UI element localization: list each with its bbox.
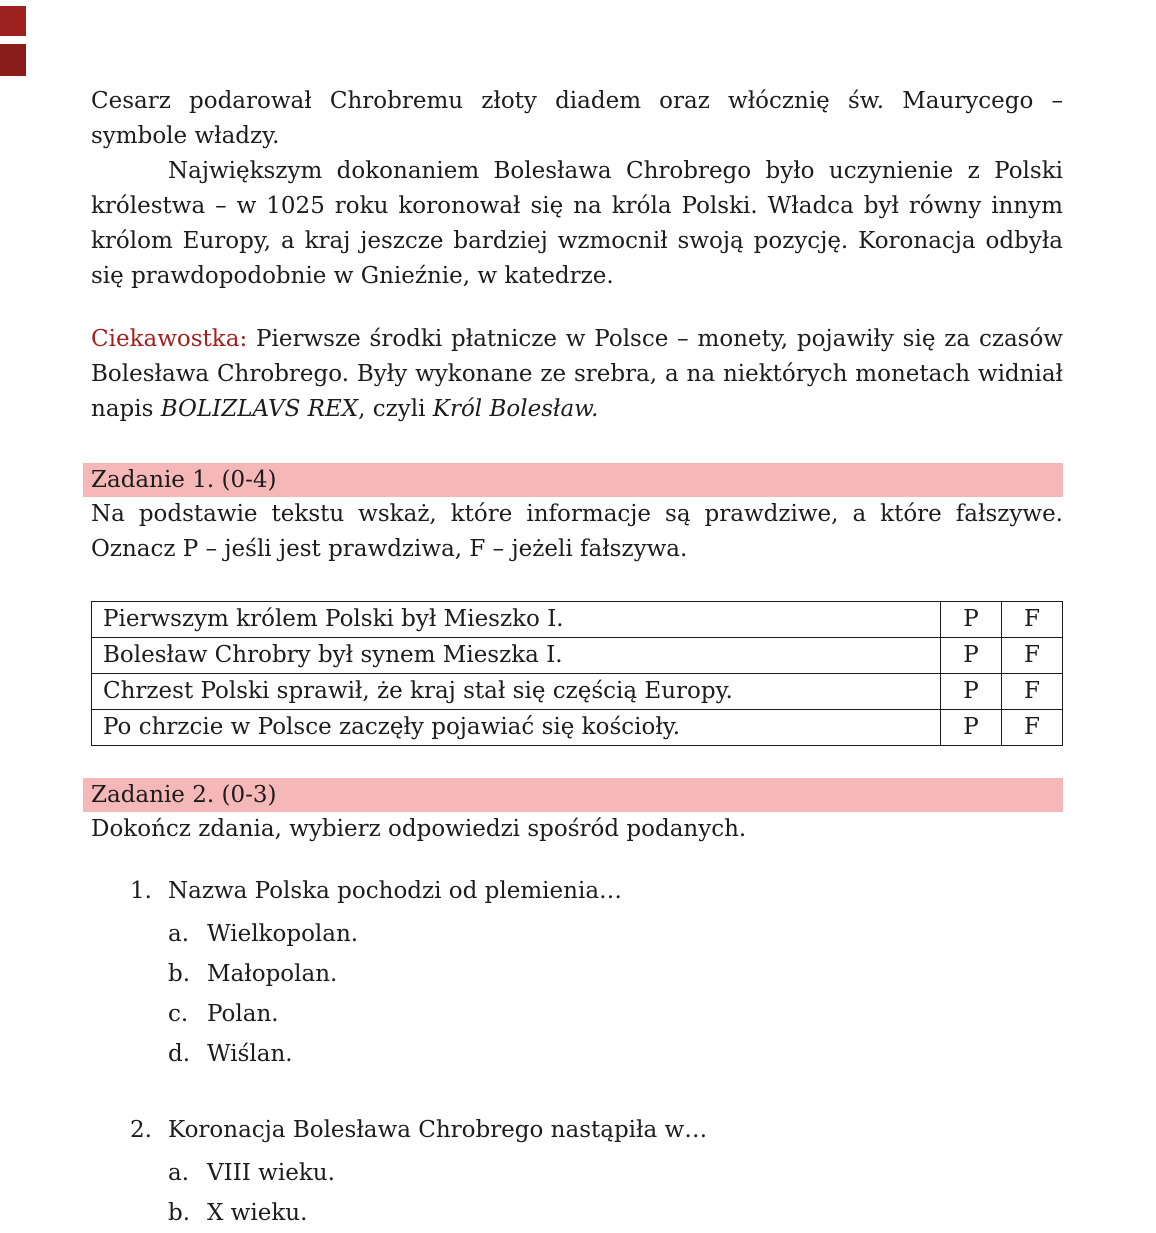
options-list — [91, 914, 1063, 1074]
statement-cell: Bolesław Chrobry był synem Mieszka I. — [92, 638, 941, 674]
option — [168, 994, 1063, 1034]
option-text: Wielkopolan. — [207, 921, 359, 947]
task2-header: Zadanie 2. (0-3) — [91, 782, 277, 808]
task1-instruction: Na podstawie tekstu wskaż, które informacje są prawdziwe, a które fałszywe. Oznacz P – jeśli jest prawdziwa, F – jeżeli fałszywa. — [91, 501, 1063, 562]
f-cell: F — [1002, 674, 1063, 710]
question-text: Nazwa Polska pochodzi od plemienia… — [168, 878, 623, 904]
question-line — [91, 874, 1063, 909]
option-text: Małopolan. — [207, 961, 338, 987]
p-cell: P — [941, 602, 1002, 638]
question-text: Koronacja Bolesława Chrobrego nastąpiła w… — [168, 1117, 708, 1143]
option-text: X wieku. — [207, 1200, 308, 1226]
fun-fact-body-2: , czyli — [358, 396, 433, 422]
fun-fact-translation: Król Bolesław. — [432, 396, 599, 422]
f-cell: F — [1002, 638, 1063, 674]
fun-fact-coin-inscription: BOLIZLAVS REX — [160, 396, 359, 422]
option — [168, 1034, 1063, 1074]
table-row — [92, 710, 1063, 746]
option-text: Wiślan. — [207, 1041, 293, 1067]
question-2 — [91, 1113, 1063, 1233]
statement-cell: Pierwszym królem Polski był Mieszko I. — [92, 602, 941, 638]
task1-header: Zadanie 1. (0-4) — [91, 467, 277, 493]
fun-fact-label: Ciekawostka: — [91, 326, 248, 352]
intro-paragraph-1: Cesarz podarował Chrobremu złoty diadem oraz włócznię św. Maurycego – symbole władzy. — [91, 88, 1063, 149]
option-letter: b. — [168, 1200, 191, 1226]
question-line — [91, 1113, 1063, 1148]
true-false-table — [91, 601, 1063, 746]
statement-cell: Po chrzcie w Polsce zaczęły pojawiać się kościoły. — [92, 710, 941, 746]
option-text: VIII wieku. — [207, 1160, 335, 1186]
task2-header-band — [83, 778, 1063, 812]
question-1 — [91, 874, 1063, 1074]
p-cell: P — [941, 674, 1002, 710]
fun-fact-paragraph — [91, 322, 1063, 427]
table-row — [92, 602, 1063, 638]
option — [168, 1193, 1063, 1233]
option-letter: a. — [168, 921, 190, 947]
task2-instruction: Dokończ zdania, wybierz odpowiedzi spośród podanych. — [91, 816, 747, 842]
options-list — [91, 1153, 1063, 1233]
red-edge-mark-top — [0, 6, 26, 36]
option — [168, 954, 1063, 994]
table-row — [92, 638, 1063, 674]
question-number: 2. — [130, 1117, 152, 1143]
p-cell: P — [941, 638, 1002, 674]
option — [168, 914, 1063, 954]
task1-header-band — [83, 463, 1063, 497]
option-text: Polan. — [207, 1001, 279, 1027]
fun-fact-body-1: Pierwsze środki płatnicze w Polsce – monety, pojawiły się za czasów Bolesława Chrobrego. Były wykonane ze srebra, a na niektórych monetach widniał napis — [91, 326, 1063, 422]
statement-cell: Chrzest Polski sprawił, że kraj stał się częścią Europy. — [92, 674, 941, 710]
p-cell: P — [941, 710, 1002, 746]
option-letter: a. — [168, 1160, 190, 1186]
f-cell: F — [1002, 602, 1063, 638]
intro-paragraph-2: Największym dokonaniem Bolesława Chrobrego było uczynienie z Polski królestwa – w 1025 roku koronował się na króla Polski. Władca był równy innym królom Europy, a kraj jeszcze bardziej wzmocnił swoją pozycję. Koronacja odbyła się prawdopodobnie w Gnieźnie, w katedrze. — [91, 158, 1063, 289]
option-letter: d. — [168, 1041, 191, 1067]
f-cell: F — [1002, 710, 1063, 746]
option-letter: b. — [168, 961, 191, 987]
option-letter: c. — [168, 1001, 189, 1027]
red-edge-mark-bottom — [0, 44, 26, 76]
question-number: 1. — [130, 878, 152, 904]
option — [168, 1153, 1063, 1193]
table-row — [92, 674, 1063, 710]
document-page — [91, 0, 1063, 1233]
